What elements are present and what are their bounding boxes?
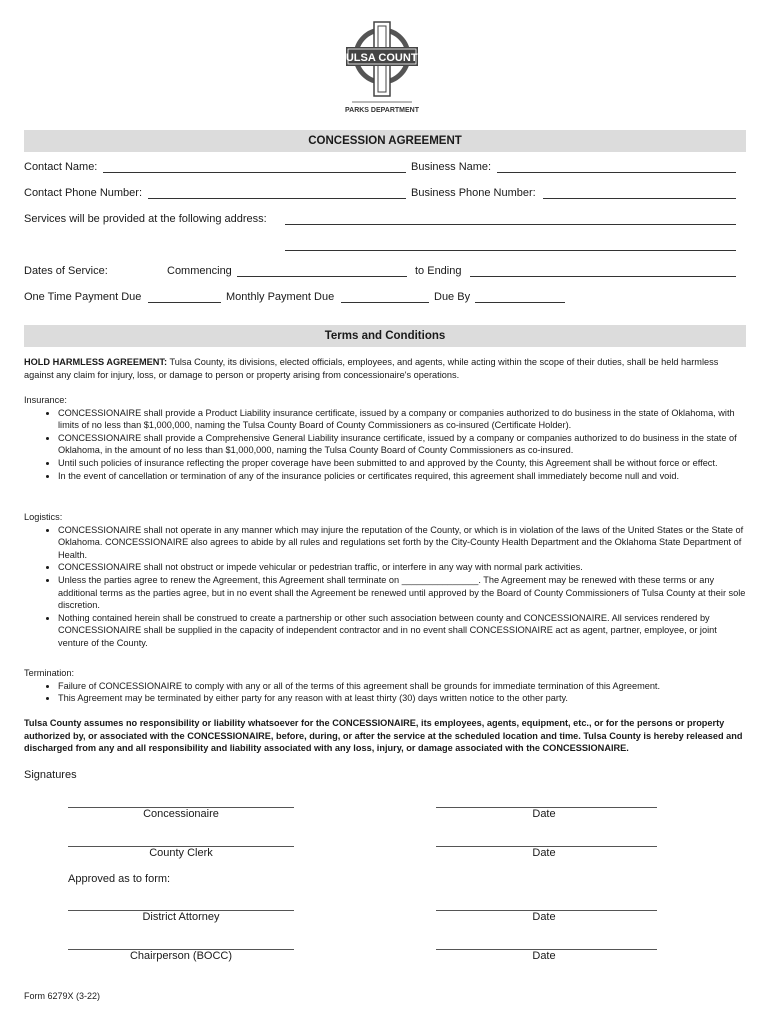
hold-harmless-text: Tulsa County, its divisions, elected officials, employees, and agents, while acting within the scope of their duties, shall be held harmless against any claim for injury, loss, or damage to person or property arising from concessionaire's operations. xyxy=(24,357,719,380)
hold-harmless-paragraph xyxy=(24,356,748,381)
hold-harmless-heading: HOLD HARMLESS AGREEMENT: xyxy=(24,357,168,367)
address-label: Services will be provided at the following address: xyxy=(24,213,267,225)
tulsa-county-logo xyxy=(340,18,424,118)
logo-county-text: TULSA COUNTY xyxy=(340,52,424,64)
logistics-section xyxy=(24,511,748,650)
termination-section xyxy=(24,667,748,705)
logistics-heading: Logistics: xyxy=(24,512,63,522)
approved-as-to-form-label: Approved as to form: xyxy=(68,873,171,885)
chairperson-label: Chairperson (BOCC) xyxy=(129,950,233,962)
list-item: • Nothing contained herein shall be construed to create a partnership or other such association between county and CONCESSIONAIRE. All services rendered by CONCESSIONAIRE shall be supplied in the capacity of independent contractor and in no event shall CONCESSIONAIRE act as agent, partner, employee, or joint venture of the County. xyxy=(58,612,748,650)
business-phone-field[interactable] xyxy=(543,198,736,199)
monthly-payment-field[interactable] xyxy=(341,302,429,303)
list-item: • This Agreement may be terminated by either party for any reason with at least thirty (30) days written notice to the other party. xyxy=(58,692,748,705)
termination-heading: Termination: xyxy=(24,668,75,678)
form-number: Form 6279X (3-22) xyxy=(24,991,101,1001)
business-name-label: Business Name: xyxy=(411,161,492,173)
date-label-3: Date xyxy=(532,911,556,923)
list-item: • Unless the parties agree to renew the Agreement, this Agreement shall terminate on _______________. The Agreement may be renewed with these terms or any additional terms as the parties agree, but in no event shall the Agreement be renewed until approved by the Board of County Commissioners of Tulsa County at their sole discretion. xyxy=(58,574,748,612)
contact-phone-field[interactable] xyxy=(148,198,406,199)
business-name-field[interactable] xyxy=(497,172,736,173)
list-item: • CONCESSIONAIRE shall provide a Product Liability insurance certificate, issued by a company or companies authorized to do business in the state of Oklahoma, with limits of no less than $1,000,000, naming the Tulsa County Board of County Commissioners as co-insured (Certificate Holder). xyxy=(58,407,748,432)
terms-title: Terms and Conditions xyxy=(24,325,746,347)
to-ending-label: to Ending xyxy=(415,265,462,277)
list-item: • CONCESSIONAIRE shall not obstruct or impede vehicular or pedestrian traffic, or interfere in any way with normal park activities. xyxy=(58,561,748,574)
list-item: • Failure of CONCESSIONAIRE to comply with any or all of the terms of this agreement shall be grounds for immediate termination of this Agreement. xyxy=(58,680,748,693)
address-field-line2[interactable] xyxy=(285,250,736,251)
due-by-field[interactable] xyxy=(475,302,565,303)
insurance-heading: Insurance: xyxy=(24,395,67,405)
date-label-1: Date xyxy=(532,808,556,820)
dates-of-service-label: Dates of Service: xyxy=(24,265,108,277)
signatures-heading: Signatures xyxy=(24,769,77,781)
list-item: • In the event of cancellation or termination of any of the insurance policies or certificates required, this agreement shall immediately become null and void. xyxy=(58,470,748,483)
list-item: • CONCESSIONAIRE shall not operate in any manner which may injure the reputation of the County, or which is in violation of the laws of the United States or the State of Oklahoma. CONCESSIONAIRE also agrees to abide by all rules and regulations set forth by the City-County Health Department and the Oklahoma State Department of Health. xyxy=(58,524,748,562)
date-label-2: Date xyxy=(532,847,556,859)
county-clerk-label: County Clerk xyxy=(149,847,213,859)
logo-dept-text: PARKS DEPARTMENT xyxy=(344,107,420,114)
one-time-payment-label: One Time Payment Due xyxy=(24,291,142,303)
commencing-field[interactable] xyxy=(237,276,407,277)
business-phone-label: Business Phone Number: xyxy=(411,187,536,199)
contact-name-label: Contact Name: xyxy=(24,161,98,173)
list-item: • CONCESSIONAIRE shall provide a Comprehensive General Liability insurance certificate, issued by a company or companies authorized to do business in the state of Oklahoma, in the amount of no less than $1,000,000, naming the Tulsa County Board of County Commissioners as co-insured. xyxy=(58,432,748,457)
address-field-line1[interactable] xyxy=(285,224,736,225)
agreement-title: CONCESSION AGREEMENT xyxy=(24,130,746,152)
one-time-payment-field[interactable] xyxy=(148,302,221,303)
logo-emblem-icon xyxy=(340,18,424,118)
list-item: • Until such policies of insurance reflecting the proper coverage have been submitted to and approved by the County, this Agreement shall be without force or effect. xyxy=(58,457,748,470)
due-by-label: Due By xyxy=(434,291,471,303)
date-label-4: Date xyxy=(532,950,556,962)
insurance-section xyxy=(24,394,748,482)
contact-name-field[interactable] xyxy=(103,172,406,173)
ending-field[interactable] xyxy=(470,276,736,277)
liability-notice: Tulsa County assumes no responsibility or liability whatsoever for the CONCESSIONAIRE, its employees, agents, equipment, etc., or for the persons or property authorized by, or associated with the CONCESSIONAIRE, before, during, or after the service at the scheduled location and time. Tulsa County is hereby released and discharged from any and all responsibility and liability associated with any loss, injury, or damage associated with the CONCESSIONAIRE. xyxy=(24,718,743,754)
concessionaire-label: Concessionaire xyxy=(143,808,219,820)
commencing-label: Commencing xyxy=(167,265,232,277)
monthly-payment-label: Monthly Payment Due xyxy=(226,291,335,303)
contact-phone-label: Contact Phone Number: xyxy=(24,187,143,199)
district-attorney-label: District Attorney xyxy=(142,911,220,923)
